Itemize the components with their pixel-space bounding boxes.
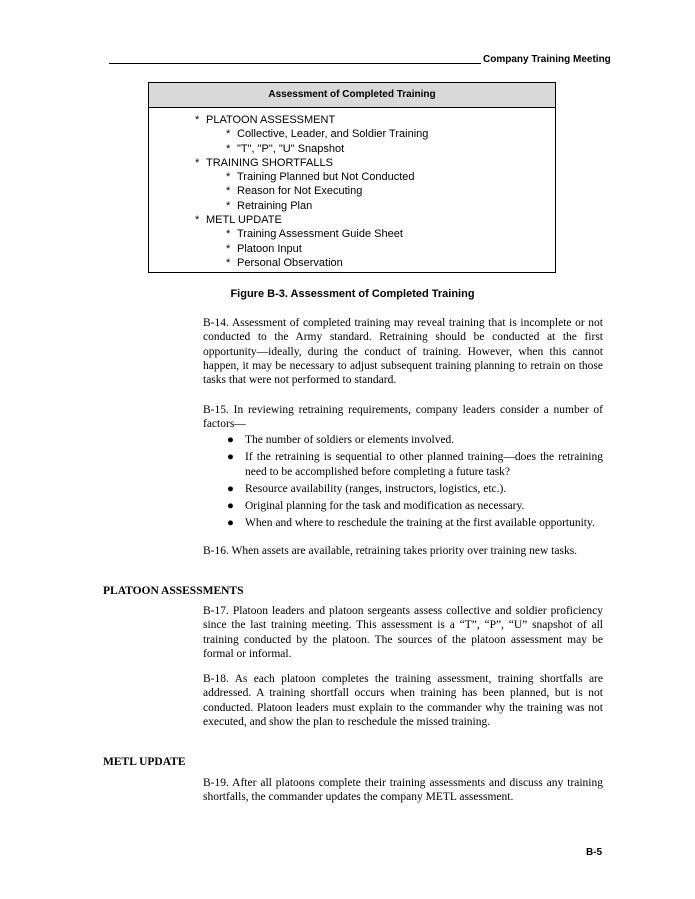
outline-subitem [149, 170, 555, 184]
outline-subitem [149, 227, 555, 241]
asterisk-marker: * [226, 142, 231, 155]
asterisk-marker: * [226, 242, 231, 255]
list-item [203, 499, 603, 513]
paragraph-b15: B-15. In reviewing retraining requirements, company leaders consider a number of factors— [203, 404, 603, 431]
asterisk-marker: * [195, 214, 200, 227]
outline-text: Training Planned but Not Conducted [237, 171, 415, 184]
paragraph-b16: B-16. When assets are available, retraining takes priority over training new tasks. [203, 545, 578, 557]
factors-list [203, 433, 603, 534]
section-heading-platoon-assessments: PLATOON ASSESSMENTS [103, 585, 244, 597]
outline-text: Reason for Not Executing [237, 185, 363, 198]
paragraph-b14: B-14. Assessment of completed training may reveal training that is incomplete or not conducted to the Army standard. Retraining should be conducted at the first opportunity—ideally, during the conduct of training. However, when this cannot happen, it may be necessary to adjust subsequent training planning to retrain on those tasks that were not performed to standard. [203, 317, 603, 387]
outline-text: Platoon Input [237, 242, 302, 255]
outline-text: Training Assessment Guide Sheet [237, 228, 403, 241]
list-item-text: The number of soldiers or elements involved. [245, 434, 455, 446]
outline-subitem [149, 242, 555, 256]
list-item [203, 516, 603, 530]
outline-subitem [149, 199, 555, 213]
bullet-icon: ● [227, 500, 234, 513]
list-item-text: Original planning for the task and modification as necessary. [245, 500, 525, 513]
list-item [203, 450, 603, 479]
outline-subitem [149, 127, 555, 141]
asterisk-marker: * [226, 228, 231, 241]
asterisk-marker: * [226, 171, 231, 184]
bullet-icon: ● [227, 451, 234, 464]
figure-outline [149, 113, 555, 270]
outline-text: METL UPDATE [206, 214, 282, 227]
running-header-title: Company Training Meeting [483, 54, 611, 65]
asterisk-marker: * [226, 128, 231, 141]
paragraph-b17: B-17. Platoon leaders and platoon sergeants assess collective and soldier proficiency since the last training meeting. This assessment is a “T”, “P”, “U” snapshot of all training conducted by the platoon. The sources of the platoon assessment may be formal or informal. [203, 605, 603, 660]
asterisk-marker: * [226, 199, 231, 212]
list-item-text: When and where to reschedule the training at the first available opportunity. [245, 517, 595, 530]
paragraph-b18: B-18. As each platoon completes the training assessment, training shortfalls are addressed. A training shortfall occurs when training has been planned, but is not conducted. Platoon leaders must explain to the commander why the training was not executed, and show the plan to reschedule the missed training. [203, 673, 603, 728]
outline-item [149, 113, 555, 127]
list-item [203, 433, 603, 447]
outline-item [149, 156, 555, 170]
outline-text: Personal Observation [237, 256, 343, 269]
page-number: B-5 [586, 847, 603, 858]
figure-caption: Figure B-3. Assessment of Completed Training [230, 288, 475, 300]
list-item-text: Resource availability (ranges, instructors, logistics, etc.). [245, 482, 507, 495]
list-item [203, 482, 603, 496]
outline-text: Retraining Plan [237, 199, 313, 212]
header-rule [109, 63, 481, 64]
bullet-icon: ● [227, 434, 234, 446]
outline-text: TRAINING SHORTFALLS [206, 156, 333, 169]
outline-subitem [149, 184, 555, 198]
bullet-icon: ● [227, 517, 234, 530]
bullet-icon: ● [227, 482, 234, 495]
outline-text: PLATOON ASSESSMENT [206, 114, 336, 126]
asterisk-marker: * [195, 114, 200, 126]
section-heading-metl-update: METL UPDATE [103, 756, 186, 768]
figure-heading: Assessment of Completed Training [149, 83, 555, 108]
figure-box [148, 82, 556, 273]
outline-item [149, 213, 555, 227]
paragraph-b19: B-19. After all platoons complete their training assessments and discuss any training shortfalls, the commander updates the company METL assessment. [203, 777, 603, 804]
asterisk-marker: * [195, 156, 200, 169]
outline-text: "T", "P", "U" Snapshot [237, 142, 345, 155]
outline-text: Collective, Leader, and Soldier Training [237, 128, 429, 141]
asterisk-marker: * [226, 256, 231, 269]
outline-subitem [149, 142, 555, 156]
outline-subitem [149, 256, 555, 270]
list-item-text: If the retraining is sequential to other planned training—does the retraining need to be accomplished before completing a future task? [245, 451, 603, 478]
asterisk-marker: * [226, 185, 231, 198]
